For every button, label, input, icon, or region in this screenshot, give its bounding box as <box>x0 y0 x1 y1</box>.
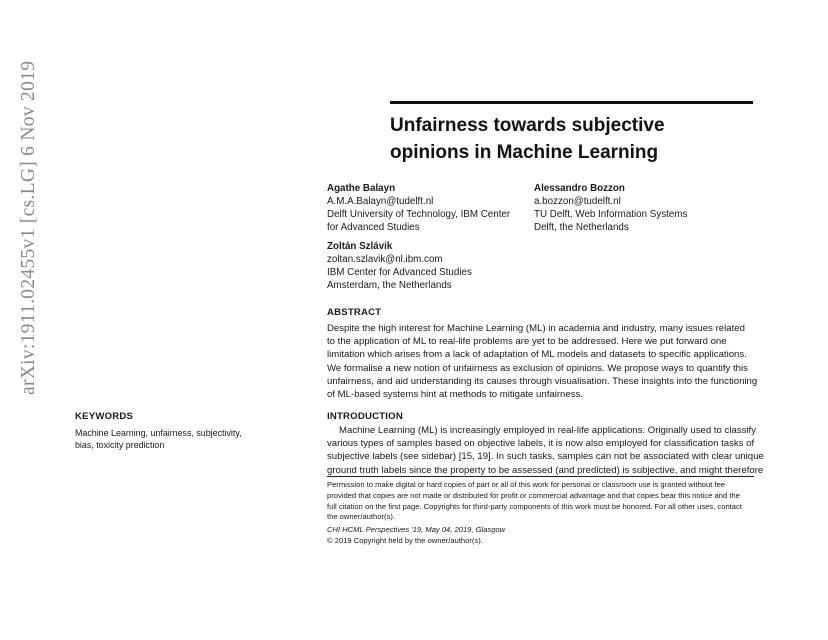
permission-line: provided that copies are not made or distributed for profit or commercial advantage and that copies bear this notice and the <box>327 490 740 500</box>
author-affiliation: Amsterdam, the Netherlands <box>327 280 452 291</box>
footnote-rule <box>327 476 754 477</box>
abstract-text <box>327 322 758 401</box>
abstract-heading: ABSTRACT <box>327 307 382 318</box>
abstract-line: limitation which arises from a lack of adaptation of ML models and datasets to specific applications. <box>327 349 747 361</box>
author-block <box>327 240 542 292</box>
author-block <box>327 182 542 234</box>
title-line: Unfairness towards subjective <box>390 115 665 136</box>
keywords-line: bias, toxicity prediction <box>75 439 165 450</box>
author-affiliation: TU Delft, Web Information Systems <box>534 209 688 220</box>
introduction-heading: INTRODUCTION <box>327 411 403 422</box>
permission-line: full citation on the first page. Copyrights for third-party components of this work must be honored. For all other uses, contact <box>327 501 742 511</box>
author-affiliation: Delft, the Netherlands <box>534 222 629 233</box>
arxiv-stamp: arXiv:1911.02455v1 [cs.LG] 6 Nov 2019 <box>18 60 39 395</box>
author-affiliation: for Advanced Studies <box>327 222 420 233</box>
keywords-heading: KEYWORDS <box>75 411 134 422</box>
author-name: Alessandro Bozzon <box>534 183 625 194</box>
permission-line: Permission to make digital or hard copies of part or all of this work for personal or classroom use is granted without fee <box>327 480 726 489</box>
copyright-line: © 2019 Copyright held by the owner/author(s). <box>327 535 483 545</box>
author-name: Agathe Balayn <box>327 183 396 194</box>
introduction-line: various types of samples based on objective labels, it is now also employed for classification tasks of <box>327 438 755 450</box>
title-line: opinions in Machine Learning <box>390 142 659 163</box>
author-email: zoltan.szlavik@nl.ibm.com <box>327 254 443 265</box>
keywords-line: Machine Learning, unfairness, subjectivity, <box>75 428 242 438</box>
paper-title <box>390 112 770 166</box>
introduction-line: subjective labels (see sidebar) [15, 19]. In such tasks, samples can not be associated with clear unique <box>327 451 764 463</box>
permission-footnote <box>327 480 755 547</box>
keywords-text <box>75 428 260 452</box>
abstract-line: Despite the high interest for Machine Learning (ML) in academia and industry, many issues related <box>327 323 745 334</box>
introduction-text <box>327 424 764 477</box>
abstract-line: of ML-based systems hint at methods to mitigate unfairness. <box>327 389 583 401</box>
abstract-line: We formalise a new notion of unfairness as exclusion of opinions. We propose ways to quantify this <box>327 362 748 374</box>
abstract-line: to the application of ML to real-life problems are yet to be addressed. Here we put forward one <box>327 336 727 348</box>
title-rule <box>390 101 753 104</box>
author-email: a.bozzon@tudelft.nl <box>534 196 621 207</box>
author-block <box>534 182 749 234</box>
permission-line: the owner/author(s). <box>327 512 395 522</box>
author-name: Zoltán Szlávik <box>327 241 393 252</box>
author-affiliation: IBM Center for Advanced Studies <box>327 267 472 278</box>
introduction-line: ground truth labels since the property to be assessed (and predicted) is subjective, and might therefore <box>327 464 764 476</box>
introduction-line: Machine Learning (ML) is increasingly employed in real-life applications. Originally used to classify <box>339 425 756 436</box>
venue-line: CHI HCML Perspectives '19, May 04, 2019, Glasgow <box>327 525 506 535</box>
abstract-line: unfairness, and aid understanding its causes through visualisation. These insights into the functioning <box>327 375 758 387</box>
author-email: A.M.A.Balayn@tudelft.nl <box>327 196 434 207</box>
author-affiliation: Delft University of Technology, IBM Center <box>327 209 511 220</box>
